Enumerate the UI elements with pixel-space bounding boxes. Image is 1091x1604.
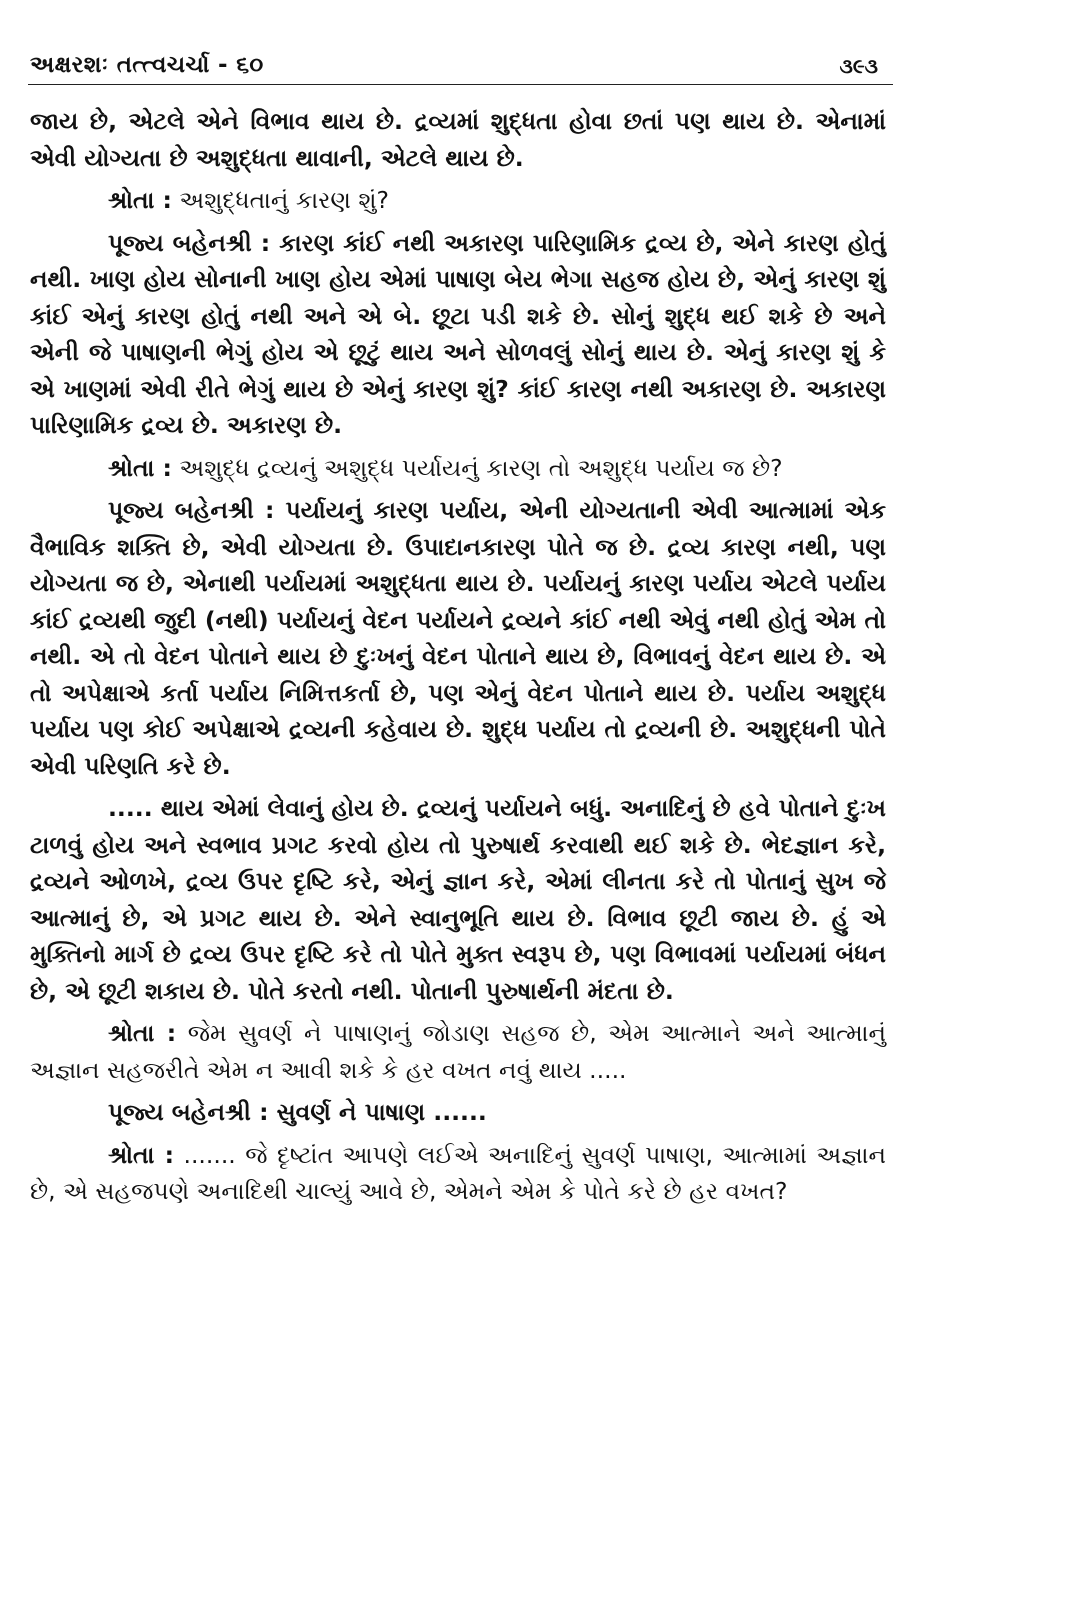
speaker-label: પૂજ્ય બહેનશ્રી :: [108, 496, 275, 524]
paragraph-text: અશુદ્ધતાનું કારણ શું?: [171, 186, 389, 214]
paragraph-behenshri: [30, 225, 886, 444]
paragraph-text: જેમ સુવર્ણ ને પાષાણનું જોડાણ સહજ છે, એમ આત્માને અને આત્માનું અજ્ઞાન સહજરીતે એમ ન આવી શકે કે હર વખત નવું થાય .....: [30, 1019, 886, 1084]
page-number: ૩૯૩: [839, 54, 878, 78]
speaker-label: પૂજ્ય બહેનશ્રી :: [108, 1098, 269, 1126]
paragraph-continuation: [30, 103, 886, 176]
speaker-label: પૂજ્ય બહેનશ્રી :: [108, 228, 271, 257]
speaker-label: શ્રોતા :: [108, 453, 172, 482]
paragraph-text: પર્યાયનું કારણ પર્યાય, એની યોગ્યતાની એવી આત્મામાં એક વૈભાવિક શક્તિ છે, એવી યોગ્યતા છે. ઉપાદાનકારણ પોતે જ છે. દ્રવ્ય કારણ નથી, પણ યોગ્યતા જ છે, એનાથી પર્યાયમાં અશુદ્ધતા થાય છે. પર્યાયનું કારણ પર્યાય એટલે પર્યાય કાંઈ દ્રવ્યથી જુદી (નથી) પર્યાયનું વેદન પર્યાયને દ્રવ્યને કાંઈ નથી એવું નથી હોતું એમ તો નથી. એ તો વેદન પોતાને થાય છે દુઃખનું વેદન પોતાને થાય છે, વિભાવનું વેદન થાય છે. એ તો અપેક્ષાએ કર્તા પર્યાય નિમિત્તકર્તા છે, પણ એનું વેદન પોતાને થાય છે. પર્યાય અશુદ્ધ પર્યાય પણ કોઈ અપેક્ષાએ દ્રવ્યની કહેવાય છે. શુદ્ધ પર્યાય તો દ્રવ્યની છે. અશુદ્ધની પોતે એવી પરિણતિ કરે છે.: [30, 496, 886, 780]
paragraph-listener: [30, 450, 886, 487]
speaker-label: શ્રોતા :: [108, 1019, 177, 1047]
running-header: [30, 38, 886, 78]
paragraph-text: સુવર્ણ ને પાષાણ ......: [268, 1098, 487, 1126]
paragraph-listener: [30, 182, 886, 219]
header-rule: [28, 84, 893, 85]
paragraph-listener: [30, 1137, 886, 1210]
paragraph-text: ....... જે દૃષ્ટાંત આપણે લઈએ અનાદિનું સુવર્ણ પાષાણ, આત્મામાં અજ્ઞાન છે, એ સહજપણે અનાદિથી ચાલ્યું આવે છે, એમને એમ કે પોતે કરે છે હર વખત?: [30, 1140, 886, 1205]
document-page: [30, 38, 886, 1216]
page-body: [30, 103, 886, 1210]
paragraph-text: કારણ કાંઈ નથી અકારણ પારિણામિક દ્રવ્ય છે, એને કારણ હોતું નથી. ખાણ હોય સોનાની ખાણ હોય એમાં પાષાણ બેય ભેગા સહજ હોય છે, એનું કારણ શું કાંઈ એનું કારણ હોતું નથી અને એ બે. છૂટા પડી શકે છે. સોનું શુદ્ધ થઈ શકે છે અને એની જે પાષાણની ભેગું હોય એ છૂટું થાય અને સોળવલું સોનું થાય છે. એનું કારણ શું કે એ ખાણમાં એવી રીતે ભેગું થાય છે એનું કારણ શું? કાંઈ કારણ નથી અકારણ છે. અકારણ પારિણામિક દ્રવ્ય છે. અકારણ છે.: [30, 228, 887, 439]
paragraph-text: અશુદ્ધ દ્રવ્યનું અશુદ્ધ પર્યાયનું કારણ તો અશુદ્ધ પર્યાય જ છે?: [171, 453, 783, 482]
paragraph-text: ..... થાય એમાં લેવાનું હોય છે. દ્રવ્યનું પર્યાયને બધું. અનાદિનું છે હવે પોતાને દુઃખ ટાળવું હોય અને સ્વભાવ પ્રગટ કરવો હોય તો પુરુષાર્થ કરવાથી થઈ શકે છે. ભેદજ્ઞાન કરે, દ્રવ્યને ઓળખે, દ્રવ્ય ઉપર દૃષ્ટિ કરે, એનું જ્ઞાન કરે, એમાં લીનતા કરે તો પોતાનું સુખ જે આત્માનું છે, એ પ્રગટ થાય છે. એને સ્વાનુભૂતિ થાય છે. વિભાવ છૂટી જાય છે. હું એ મુક્તિનો માર્ગ છે દ્રવ્ય ઉપર દૃષ્ટિ કરે તો પોતે મુક્ત સ્વરૂપ છે, પણ વિભાવમાં પર્યાયમાં બંધન છે, એ છૂટી શકાય છે. પોતે કરતો નથી. પોતાની પુરુષાર્થની મંદતા છે.: [30, 794, 886, 1005]
paragraph-listener: [30, 1015, 886, 1088]
speaker-label: શ્રોતા :: [108, 186, 172, 214]
paragraph-continuation: [30, 790, 886, 1009]
book-title: અક્ષરશઃ તત્ત્વચર્ચા - ૬૦: [30, 52, 264, 78]
paragraph-text: જાય છે, એટલે એને વિભાવ થાય છે. દ્રવ્યમાં શુદ્ધતા હોવા છતાં પણ થાય છે. એનામાં એવી યોગ્યતા છે અશુદ્ધતા થાવાની, એટલે થાય છે.: [30, 107, 886, 172]
paragraph-behenshri: [30, 492, 886, 784]
speaker-label: શ્રોતા :: [108, 1140, 174, 1169]
paragraph-behenshri: [30, 1094, 886, 1131]
